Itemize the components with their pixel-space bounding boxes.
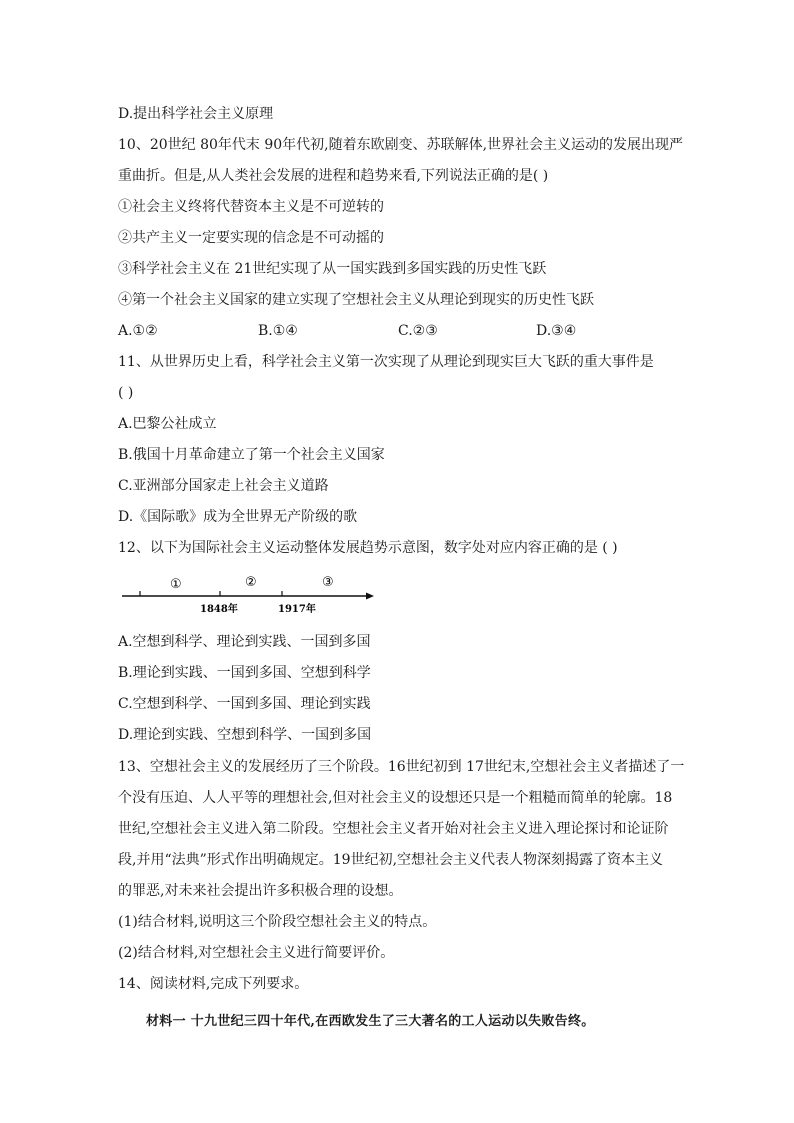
q13-stem-line1: 13、空想社会主义的发展经历了三个阶段。16世纪初到 17世纪末,空想社会主义者描述了一	[118, 759, 685, 775]
timeline-diagram	[118, 570, 378, 620]
q10-statement-1: ①社会主义终将代替资本主义是不可逆转的	[118, 199, 384, 215]
q13-stem-line4: 段,并用“法典”形式作出明确规定。19世纪初,空想社会主义代表人物深刻揭露了资本主义	[118, 852, 664, 868]
q12-option-a: A.空想到科学、理论到实践、一国到多国	[118, 634, 371, 650]
q10-option-d: D.③④	[536, 323, 577, 339]
timeline-mark-1: ①	[170, 577, 182, 592]
q11-option-d: D.《国际歌》成为全世界无产阶级的歌	[118, 509, 358, 525]
q12-option-c: C.空想到科学、一国到多国、理论到实践	[118, 696, 371, 712]
q14-stem: 14、阅读材料,完成下列要求。	[118, 976, 309, 992]
timeline-mark-3: ③	[322, 575, 334, 590]
q13-part-2: (2)结合材料,对空想社会主义进行简要评价。	[118, 945, 395, 961]
q10-statement-3: ③科学社会主义在 21世纪实现了从一国实践到多国实践的历史性飞跃	[118, 261, 547, 277]
timeline-year-1848: 1848年	[200, 604, 238, 615]
q14-material-1: 材料一 十九世纪三四十年代,在西欧发生了三大著名的工人运动以失败告终。	[146, 1014, 595, 1029]
q13-part-1: (1)结合材料,说明这三个阶段空想社会主义的特点。	[118, 914, 437, 930]
q11-option-b: B.俄国十月革命建立了第一个社会主义国家	[118, 447, 385, 463]
q13-stem-line2: 个没有压迫、人人平等的理想社会,但对社会主义的设想还只是一个粗糙而简单的轮廓。18	[118, 790, 673, 806]
q10-option-c: C.②③	[398, 323, 438, 339]
q10-statement-4: ④第一个社会主义国家的建立实现了空想社会主义从理论到现实的历史性飞跃	[118, 292, 594, 308]
q13-stem-line5: 的罪恶,对未来社会提出许多积极合理的设想。	[118, 883, 403, 899]
q10-stem-line1: 10、20世纪 80年代末 90年代初,随着东欧剧变、苏联解体,世界社会主义运动的发展出现严	[118, 137, 684, 153]
q10-option-a: A.①②	[118, 323, 158, 339]
q11-stem-line2: ( )	[118, 385, 134, 401]
timeline-svg	[118, 570, 378, 620]
q11-stem-line1: 11、从世界历史上看，科学社会主义第一次实现了从理论到现实巨大飞跃的重大事件是	[118, 354, 654, 370]
timeline-year-1917: 1917年	[278, 604, 316, 615]
q9-option-d: D.提出科学社会主义原理	[118, 106, 274, 122]
q11-option-a: A.巴黎公社成立	[118, 416, 217, 432]
q10-statement-2: ②共产主义一定要实现的信念是不可动摇的	[118, 230, 384, 246]
q11-option-c: C.亚洲部分国家走上社会主义道路	[118, 478, 329, 494]
q12-option-d: D.理论到实践、空想到科学、一国到多国	[118, 727, 372, 743]
q12-stem: 12、以下为国际社会主义运动整体发展趋势示意图，数字处对应内容正确的是 ( )	[118, 540, 618, 556]
q10-option-b: B.①④	[258, 323, 298, 339]
q12-option-b: B.理论到实践、一国到多国、空想到科学	[118, 665, 371, 681]
q13-stem-line3: 世纪,空想社会主义进入第二阶段。空想社会主义者开始对社会主义进入理论探讨和论证阶	[118, 821, 669, 837]
q10-stem-line2: 重曲折。但是,从人类社会发展的进程和趋势来看,下列说法正确的是( )	[118, 168, 549, 184]
timeline-mark-2: ②	[245, 575, 257, 590]
timeline-arrow-icon	[366, 593, 374, 600]
